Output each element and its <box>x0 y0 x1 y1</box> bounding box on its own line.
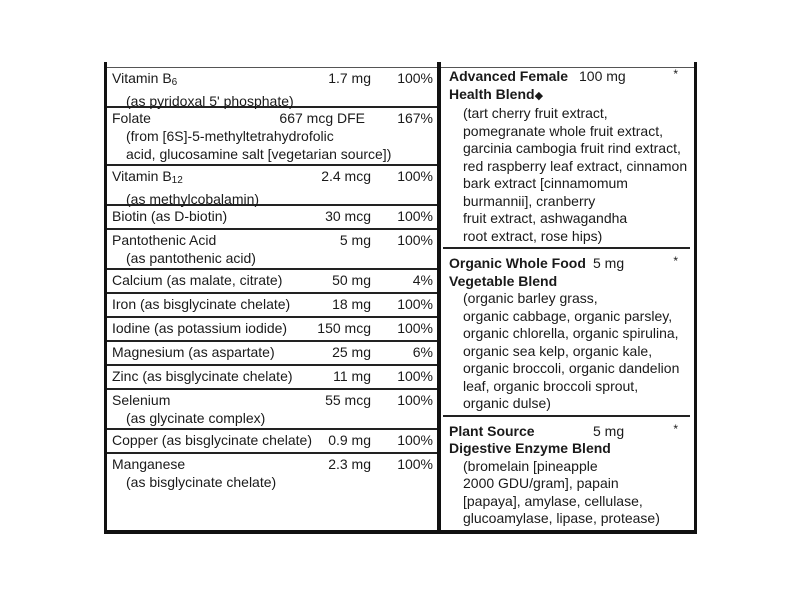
nutrient-name: Vitamin B <box>112 168 172 184</box>
blend-ingredient-line: 2000 GDU/gram], papain <box>463 475 619 491</box>
blend-ingredient-line: organic chlorella, organic spirulina, <box>463 325 679 341</box>
nutrient-name: Manganese <box>112 456 186 472</box>
blend-ingredient-line: garcinia cambogia fruit rind extract, <box>463 140 681 156</box>
blend-title-line2: Vegetable Blend <box>449 272 558 289</box>
nutrient-amount: 0.9 mg <box>328 432 371 448</box>
nutrient-row-vitamin-b12 <box>107 166 437 206</box>
nutrient-source: (as pantothenic acid) <box>126 250 256 266</box>
nutrient-daily-value: 167% <box>397 110 433 126</box>
nutrient-daily-value: 100% <box>397 432 433 448</box>
nutrient-source: (as bisglycinate chelate) <box>126 474 277 490</box>
nutrient-daily-value: 100% <box>397 208 433 224</box>
nutrient-row-manganese <box>107 454 437 494</box>
blend-title-line2: Health Blend <box>449 85 535 102</box>
nutrient-row-vitamin-b6 <box>107 68 437 108</box>
nutrient-name: Zinc (as bisglycinate chelate) <box>112 368 293 384</box>
blend-plant-source-digestive-enzyme <box>443 417 690 530</box>
nutrient-name-subscript: 12 <box>171 175 183 186</box>
nutrient-name: Copper (as bisglycinate chelate) <box>112 432 312 448</box>
blend-ingredient-line: bark extract [cinnamomum <box>463 175 628 191</box>
blend-title-line2: Digestive Enzyme Blend <box>449 440 611 456</box>
blend-title: Organic Whole Food <box>449 255 586 271</box>
blend-ingredient-line: pomegranate whole fruit extract, <box>463 122 663 139</box>
blend-daily-value-marker: * <box>673 67 678 81</box>
nutrient-daily-value: 100% <box>397 70 433 86</box>
nutrient-row-selenium <box>107 390 437 430</box>
nutrient-row-pantothenic-acid <box>107 230 437 270</box>
nutrient-amount: 667 mcg DFE <box>279 110 365 126</box>
nutrient-name: Calcium (as malate, citrate) <box>112 272 283 288</box>
nutrient-daily-value: 100% <box>397 320 433 336</box>
nutrient-row-calcium <box>107 270 437 294</box>
nutrient-row-zinc <box>107 366 437 390</box>
blend-advanced-female-health <box>443 68 690 249</box>
nutrient-name-subscript: 6 <box>171 77 178 88</box>
blend-daily-value-marker: * <box>673 254 678 268</box>
nutrient-daily-value: 100% <box>397 456 433 472</box>
nutrient-source: (as pyridoxal 5' phosphate) <box>126 93 294 109</box>
nutrient-source-line2: acid, glucosamine salt [vegetarian source]) <box>126 146 392 162</box>
nutrient-row-biotin <box>107 206 437 230</box>
nutrient-amount: 2.4 mcg <box>321 168 371 184</box>
blend-ingredient-line: organic cabbage, organic parsley, <box>463 307 673 324</box>
supplement-facts-panel <box>104 62 697 534</box>
blend-ingredient-line: (tart cherry fruit extract, <box>463 105 608 121</box>
nutrient-row-copper <box>107 430 437 454</box>
nutrient-name: Folate <box>112 110 151 126</box>
nutrient-amount: 55 mcg <box>325 392 371 408</box>
nutrient-name: Biotin (as D-biotin) <box>112 208 228 224</box>
blend-ingredient-line: glucoamylase, lipase, protease) <box>463 510 660 526</box>
nutrient-amount: 1.7 mg <box>328 70 371 86</box>
nutrient-daily-value: 6% <box>412 344 433 360</box>
nutrient-daily-value: 100% <box>397 168 433 184</box>
nutrient-row-iodine <box>107 318 437 342</box>
blend-amount: 5 mg <box>593 422 625 439</box>
blend-ingredients <box>449 458 686 528</box>
blend-amount: 100 mg <box>579 68 626 84</box>
nutrient-daily-value: 100% <box>397 392 433 408</box>
blend-title: Advanced Female <box>449 68 569 84</box>
blend-ingredient-line: (bromelain [pineapple <box>463 457 598 474</box>
column-divider <box>437 62 441 530</box>
blend-ingredient-line: organic sea kelp, organic kale, <box>463 342 653 359</box>
blend-ingredient-line: red raspberry leaf extract, cinnamon <box>463 157 688 174</box>
blend-organic-whole-food-vegetable <box>443 249 690 417</box>
nutrient-name: Vitamin B <box>112 70 172 86</box>
nutrient-amount: 25 mg <box>332 344 371 360</box>
nutrient-amount: 18 mg <box>332 296 371 312</box>
diamond-icon: ◆ <box>534 89 544 102</box>
blend-title: Plant Source <box>449 422 535 439</box>
nutrient-daily-value: 100% <box>397 368 433 384</box>
nutrient-source: (as methylcobalamin) <box>126 191 260 207</box>
nutrient-list <box>107 68 437 494</box>
nutrient-amount: 2.3 mg <box>328 456 371 472</box>
nutrient-amount: 150 mcg <box>317 320 371 336</box>
blend-list <box>443 68 690 530</box>
nutrient-row-folate <box>107 108 437 166</box>
nutrient-daily-value: 4% <box>412 272 433 288</box>
nutrient-amount: 30 mcg <box>325 208 371 224</box>
nutrient-daily-value: 100% <box>397 232 433 248</box>
nutrient-row-iron <box>107 294 437 318</box>
nutrient-row-magnesium <box>107 342 437 366</box>
blend-ingredients <box>449 290 686 413</box>
nutrient-name: Magnesium (as aspartate) <box>112 344 275 360</box>
nutrient-daily-value: 100% <box>397 296 433 312</box>
blend-ingredient-line: root extract, rose hips) <box>463 227 603 244</box>
nutrient-name: Selenium <box>112 392 171 408</box>
blend-ingredient-line: fruit extract, ashwagandha <box>463 210 628 226</box>
nutrient-source: (as glycinate complex) <box>126 410 266 426</box>
nutrient-amount: 11 mg <box>333 368 371 384</box>
nutrient-amount: 50 mg <box>332 272 371 288</box>
blend-daily-value-marker: * <box>673 421 678 436</box>
nutrient-name: Iodine (as potassium iodide) <box>112 320 288 336</box>
blend-amount: 5 mg <box>593 255 625 271</box>
nutrient-name: Iron (as bisglycinate chelate) <box>112 296 291 312</box>
blend-ingredient-line: [papaya], amylase, cellulase, <box>463 492 643 509</box>
nutrient-amount: 5 mg <box>339 232 371 248</box>
blend-ingredient-line: burmannii], cranberry <box>463 192 596 209</box>
blend-ingredient-line: (organic barley grass, <box>463 290 598 306</box>
blend-ingredient-line: organic dulse) <box>463 395 551 411</box>
blend-ingredients <box>449 105 686 245</box>
blend-ingredient-line: organic broccoli, organic dandelion <box>463 360 680 376</box>
nutrient-source: (from [6S]-5-methyltetrahydrofolic <box>126 128 334 144</box>
nutrient-name: Pantothenic Acid <box>112 232 217 248</box>
blend-ingredient-line: leaf, organic broccoli sprout, <box>463 377 639 394</box>
